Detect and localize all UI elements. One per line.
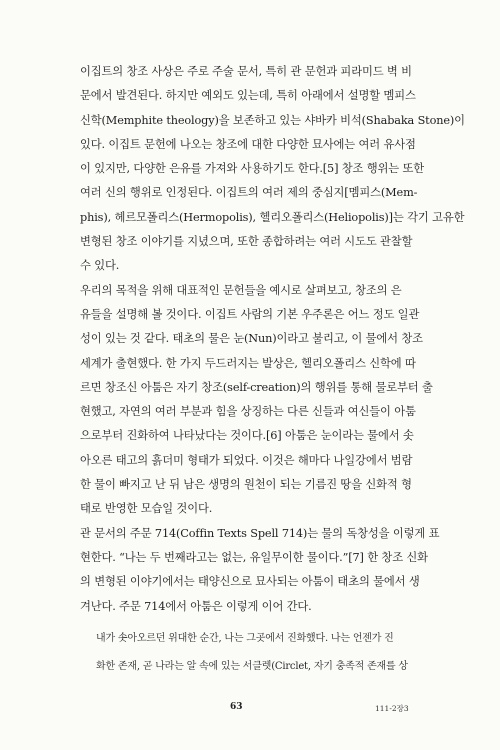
block-quote xyxy=(96,625,441,681)
text-line: 겨난다. 주문 714에서 아툼은 이렇게 이어 간다. xyxy=(80,599,312,613)
text-line: 태로 반영한 모습일 것이다. xyxy=(80,502,213,516)
text-line: 관 문서의 주문 714(Coffin Texts Spell 714)는 물의 독창성을 이렇게 표 xyxy=(80,526,440,540)
page-footer xyxy=(0,700,500,720)
text-line: 이 있지만, 다양한 은유를 가져와 사용하기도 한다.[5] 창조 행위는 또한 xyxy=(80,162,425,176)
text-line: 르면 창조신 아툼은 자기 창조(self-creation)의 행위를 통해 물로부터 출 xyxy=(80,380,433,394)
text-line: 으로부터 진화하여 나타났다는 것이다.[6] 아툼은 눈이라는 물에서 솟 xyxy=(80,429,414,443)
text-line: 현한다. “나는 두 번째라고는 없는, 유일무이한 물이다.”[7] 한 창조 신화 xyxy=(80,550,428,564)
text-line: 문에서 발견된다. 하지만 예외도 있는데, 특히 아래에서 설명할 멤피스 xyxy=(80,89,416,103)
paragraph-2 xyxy=(66,279,436,522)
paragraph-3 xyxy=(66,522,440,619)
text-line: 세계가 출현했다. 한 가지 두드러지는 발상은, 헬리오폴리스 신학에 따 xyxy=(80,356,416,370)
quote-line: 화한 존재, 곧 나라는 알 속에 있는 서클렛(Circlet, 자기 충족적 존재를 상 xyxy=(96,661,408,672)
main-text xyxy=(66,60,465,619)
quote-line: 내가 솟아오르던 위대한 순간, 나는 그곳에서 진화했다. 나는 언젠가 진 xyxy=(96,633,394,644)
text-line: phis), 헤르모폴리스(Hermopolis), 헬리오폴리스(Heliopolis)]는 각기 고유한 xyxy=(80,210,465,224)
text-line: 성이 있는 것 같다. 태초의 물은 눈(Nun)이라고 불리고, 이 물에서 창조 xyxy=(80,332,423,346)
text-line: 신학(Memphite theology)을 보존하고 있는 샤바카 비석(Shabaka Stone)이 xyxy=(80,113,465,127)
text-line: 현했고, 자연의 여러 부분과 힘을 상징하는 다른 신들과 여신들이 아툼 xyxy=(80,405,416,419)
text-line: 수 있다. xyxy=(80,259,120,273)
text-line: 있다. 이집트 문헌에 나오는 창조에 대한 다양한 묘사에는 여러 유사점 xyxy=(80,137,416,151)
paragraph-1 xyxy=(66,60,465,279)
text-line: 변형된 창조 이야기를 지녔으며, 또한 종합하려는 여러 시도도 관찰할 xyxy=(80,235,413,249)
text-line: 이집트의 창조 사상은 주로 주술 문서, 특히 관 문헌과 피라미드 벽 비 xyxy=(80,65,412,78)
text-line: 의 변형된 이야기에서는 태양신으로 묘사되는 아툼이 태초의 물에서 생 xyxy=(80,575,420,589)
text-line: 우리의 목적을 위해 대표적인 문헌들을 예시로 살펴보고, 창조의 은 xyxy=(80,283,402,297)
page-number: 63 xyxy=(230,702,243,712)
text-line: 여러 신의 행위로 인정된다. 이집트의 여러 제의 중심지[멤피스(Mem- xyxy=(80,186,418,200)
text-line: 유들을 설명해 볼 것이다. 이집트 사람의 기본 우주론은 어느 정도 일관 xyxy=(80,307,420,321)
text-line: 한 물이 빠지고 난 뒤 남은 생명의 원천이 되는 기름진 땅을 신화적 형 xyxy=(80,478,412,492)
print-code: 111-2장3 xyxy=(375,704,409,713)
text-line: 아오른 태고의 흙더미 형태가 되었다. 이것은 해마다 나일강에서 범람 xyxy=(80,453,413,467)
